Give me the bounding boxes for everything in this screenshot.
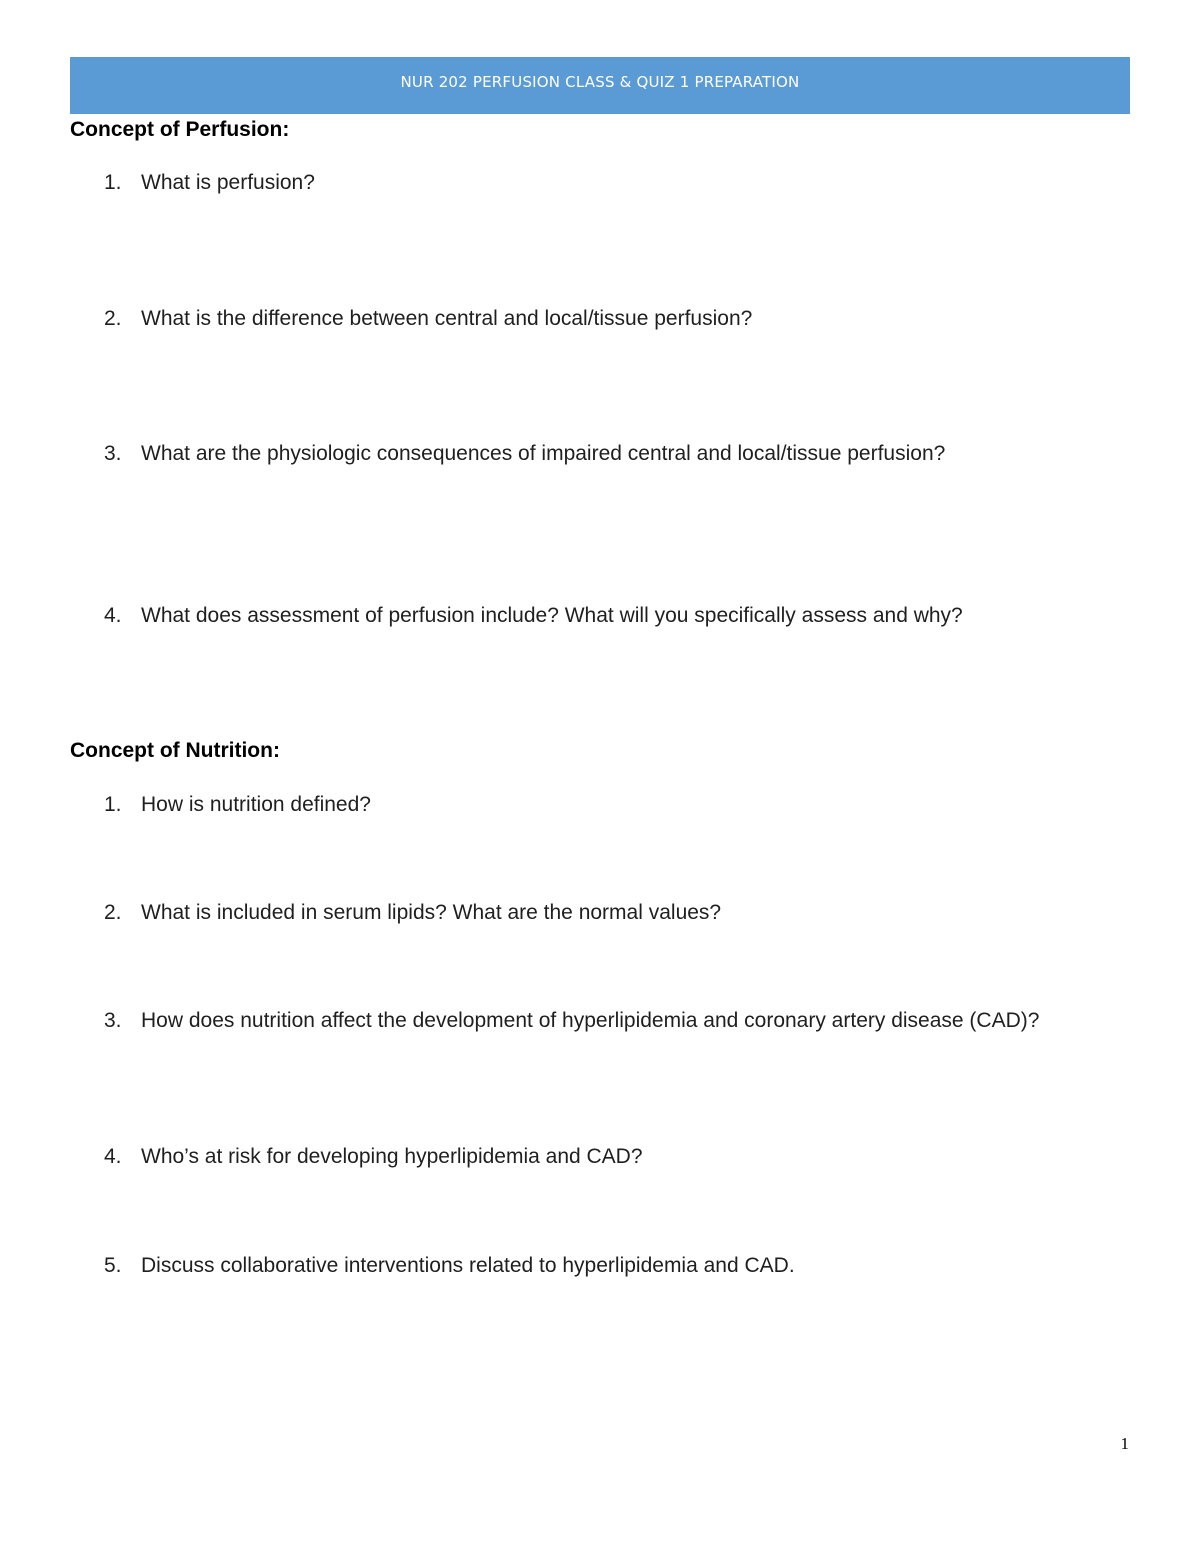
- question-number: 4.: [104, 604, 122, 627]
- question-item: [104, 1144, 1094, 1170]
- question-number: 2.: [104, 901, 122, 924]
- question-number: 1.: [104, 171, 122, 194]
- question-number: 1.: [104, 793, 122, 816]
- page-number: 1: [1120, 1434, 1129, 1453]
- section-heading-perfusion: Concept of Perfusion:: [70, 118, 290, 141]
- question-number: 3.: [104, 442, 122, 465]
- document-header-bar: [70, 57, 1130, 114]
- question-item: [104, 900, 1094, 926]
- document-title: NUR 202 PERFUSION CLASS & QUIZ 1 PREPARATION: [400, 72, 800, 91]
- question-item: [104, 603, 1094, 629]
- question-item: [104, 792, 1094, 818]
- question-text: Who’s at risk for developing hyperlipidemia and CAD?: [141, 1145, 643, 1168]
- section-heading-nutrition: Concept of Nutrition:: [70, 739, 280, 762]
- question-number: 2.: [104, 307, 122, 330]
- question-item: [104, 441, 1094, 467]
- question-text: What are the physiologic consequences of impaired central and local/tissue perfusion?: [141, 442, 946, 465]
- question-item: [104, 1008, 1094, 1034]
- question-item: [104, 306, 1094, 332]
- question-number: 5.: [104, 1254, 122, 1277]
- question-text: Discuss collaborative interventions related to hyperlipidemia and CAD.: [141, 1254, 795, 1277]
- question-item: [104, 170, 1094, 196]
- question-text: What is included in serum lipids? What are the normal values?: [141, 901, 722, 924]
- question-text: What is the difference between central and local/tissue perfusion?: [141, 307, 753, 330]
- question-text: How does nutrition affect the development of hyperlipidemia and coronary artery disease (CAD)?: [141, 1009, 1040, 1032]
- question-item: [104, 1253, 1094, 1279]
- question-text: What is perfusion?: [141, 171, 315, 194]
- question-text: How is nutrition defined?: [141, 793, 371, 816]
- question-number: 3.: [104, 1009, 122, 1032]
- question-text: What does assessment of perfusion include? What will you specifically assess and why?: [141, 604, 963, 627]
- question-number: 4.: [104, 1145, 122, 1168]
